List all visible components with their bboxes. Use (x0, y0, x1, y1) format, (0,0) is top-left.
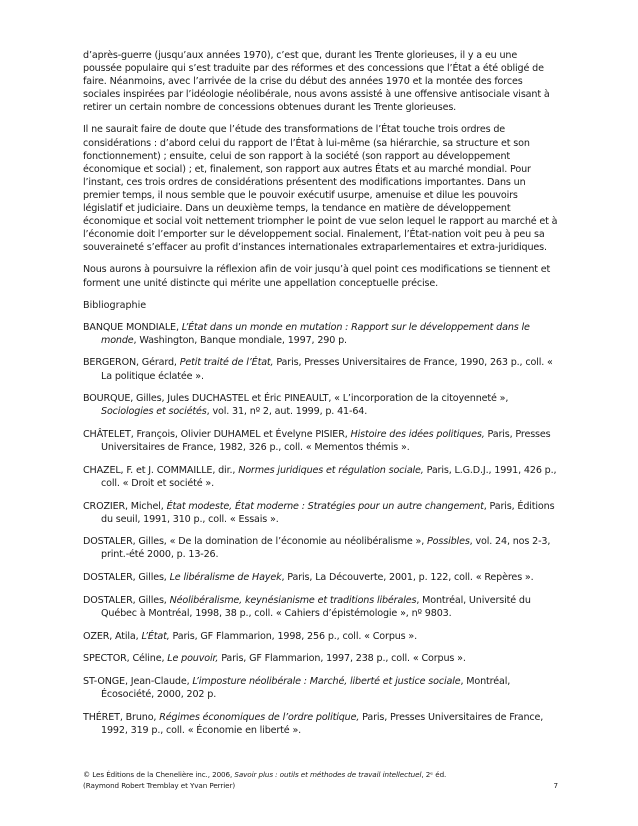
reference-details: Paris, Presses Universitaires de France, 1982, 326 p., coll. « Mementos thémis ». (101, 429, 551, 454)
reference-title: Le pouvoir, (167, 653, 219, 665)
reference-details: Paris, Presses Universitaires de France, 1990, 263 p., coll. « La politique éclatée ». (101, 357, 553, 382)
reference-item (83, 675, 558, 701)
reference-details: Paris, Presses Universitaires de France, 1992, 319 p., coll. « Économie en liberté ». (101, 711, 544, 736)
reference-title: État modeste, État moderne : Stratégies pour un autre changement (166, 500, 484, 512)
edition-text: , 2ᵉ éd. (421, 770, 447, 779)
reference-title: Néolibéralisme, keynésianisme et traditions libérales (169, 594, 417, 606)
reference-author: OZER, Atila, (83, 630, 142, 642)
reference-author: CHAZEL, F. et J. COMMAILLE, dir., (83, 464, 239, 476)
reference-title: Histoire des idées politiques, (350, 429, 485, 441)
reference-author: DOSTALER, Gilles, (83, 594, 170, 606)
reference-item (83, 711, 558, 737)
reference-item (83, 594, 558, 620)
reference-author: BANQUE MONDIALE, (83, 321, 182, 333)
authors-line: (Raymond Robert Tremblay et Yvan Perrier) (83, 781, 236, 790)
reference-item (83, 356, 558, 382)
reference-title: Sociologies et sociétés (101, 406, 207, 418)
reference-title: Régimes économiques de l’ordre politique, (159, 711, 360, 723)
reference-details: , Paris, La Découverte, 2001, p. 122, coll. « Repères ». (281, 572, 534, 584)
paragraph: Nous aurons à poursuivre la réflexion afin de voir jusqu’à quel point ces modifications se tiennent et forment une unité distincte qui mérite une appellation conceptuelle précise. (83, 264, 551, 289)
reference-details: Paris, L.G.D.J., 1991, 426 p., coll. « Droit et société ». (101, 464, 557, 489)
reference-title: Normes juridiques et régulation sociale, (238, 464, 424, 476)
reference-title: Petit traité de l’État, (179, 357, 274, 369)
reference-author: CHÂTELET, François, Olivier DUHAMEL et Évelyne PISIER, (83, 429, 351, 441)
reference-author: CROZIER, Michel, (83, 500, 167, 512)
reference-item (83, 321, 558, 347)
reference-author: SPECTOR, Céline, (83, 653, 168, 665)
reference-author: BOURQUE, Gilles, Jules DUCHASTEL et Éric PINEAULT, « L’incorporation de la citoyenneté », (83, 393, 509, 405)
bibliography-heading: Bibliographie (83, 299, 147, 311)
paragraph: d’après-guerre (jusqu’aux années 1970), c’est que, durant les Trente glorieuses, il y a eu une poussée populaire qui s’est traduite par des réformes et des concessions que l’État a été obligé de faire. Néanmoins, avec l’arrivée de la crise du début des années 1970 et la montée des forces sociales inspirées par l’idéologie néolibérale, nous avons assisté à une offensive antisociale visant à retirer un certain nombre de concessions obtenues durant les Trente glorieuses. (83, 50, 550, 114)
reference-item (83, 500, 558, 526)
reference-details: , vol. 31, nº 2, aut. 1999, p. 41-64. (206, 406, 368, 418)
reference-author: BERGERON, Gérard, (83, 357, 180, 369)
reference-item (83, 571, 558, 584)
bibliography-list (83, 321, 558, 737)
reference-title: Possibles (427, 536, 470, 548)
reference-author: ST-ONGE, Jean-Claude, (83, 676, 193, 687)
reference-details: , vol. 24, nos 2-3, print.-été 2000, p. 13-26. (101, 536, 551, 561)
copyright-line (83, 769, 558, 780)
reference-details: Paris, GF Flammarion, 1998, 256 p., coll. « Corpus ». (169, 630, 418, 642)
reference-item (83, 392, 558, 418)
page-footer (83, 769, 558, 791)
reference-item (83, 630, 558, 643)
reference-title: Le libéralisme de Hayek (169, 572, 282, 584)
page-number: 7 (553, 781, 558, 790)
reference-item (83, 652, 558, 665)
reference-title: L’État dans un monde en mutation : Rapport sur le développement dans le monde (101, 321, 530, 346)
reference-author: DOSTALER, Gilles, « De la domination de l’économie au néolibéralisme », (83, 536, 428, 548)
reference-item (83, 464, 558, 490)
book-title: Savoir plus : outils et méthodes de travail intellectuel (234, 770, 422, 779)
reference-item (83, 428, 558, 454)
reference-details: , Montréal, Écosociété, 2000, 202 p. (101, 676, 511, 701)
reference-details: , Paris, Éditions du seuil, 1991, 310 p., coll. « Essais ». (101, 500, 555, 525)
reference-details: , Montréal, Université du Québec à Montréal, 1998, 38 p., coll. « Cahiers d’épistémologie », nº 9803. (101, 594, 531, 619)
reference-item (83, 535, 558, 561)
reference-details: Paris, GF Flammarion, 1997, 238 p., coll. « Corpus ». (218, 653, 466, 665)
paragraph: Il ne saurait faire de doute que l’étude des transformations de l’État touche trois ordres de considérations : d’abord celui du rapport de l’État à lui-même (sa hiérarchie, sa structure et son fonctionnement) ; ensuite, celui de son rapport à la société (son rapport au développement économique et social) ; et, finalement, son rapport aux autres États et au marché mondial. Pour l’instant, ces trois ordres de considérations présentent des modifications importantes. Dans un premier temps, il nous semble que le pouvoir exécutif usurpe, amenuise et dilue les pouvoirs législatif et judiciaire. Dans un deuxième temps, la tendance en matière de développement économique et social voit nettement triompher le point de vue selon lequel le rapport au marché et à l’économie doit l’emporter sur le développement social. Finalement, l’État-nation voit peu à peu sa souveraineté s’effacer au profit d’instances internationales extraparlementaires et extra-juridiques. (83, 124, 558, 254)
copyright-text: © Les Éditions de la Chenelière inc., 2006, (83, 770, 235, 779)
reference-author: THÉRET, Bruno, (83, 711, 160, 723)
reference-title: L’imposture néolibérale : Marché, liberté et justice sociale (192, 676, 461, 687)
reference-author: DOSTALER, Gilles, (83, 572, 170, 584)
reference-details: , Washington, Banque mondiale, 1997, 290 p. (133, 334, 347, 346)
reference-title: L’État, (141, 630, 170, 642)
body-text (83, 49, 558, 290)
